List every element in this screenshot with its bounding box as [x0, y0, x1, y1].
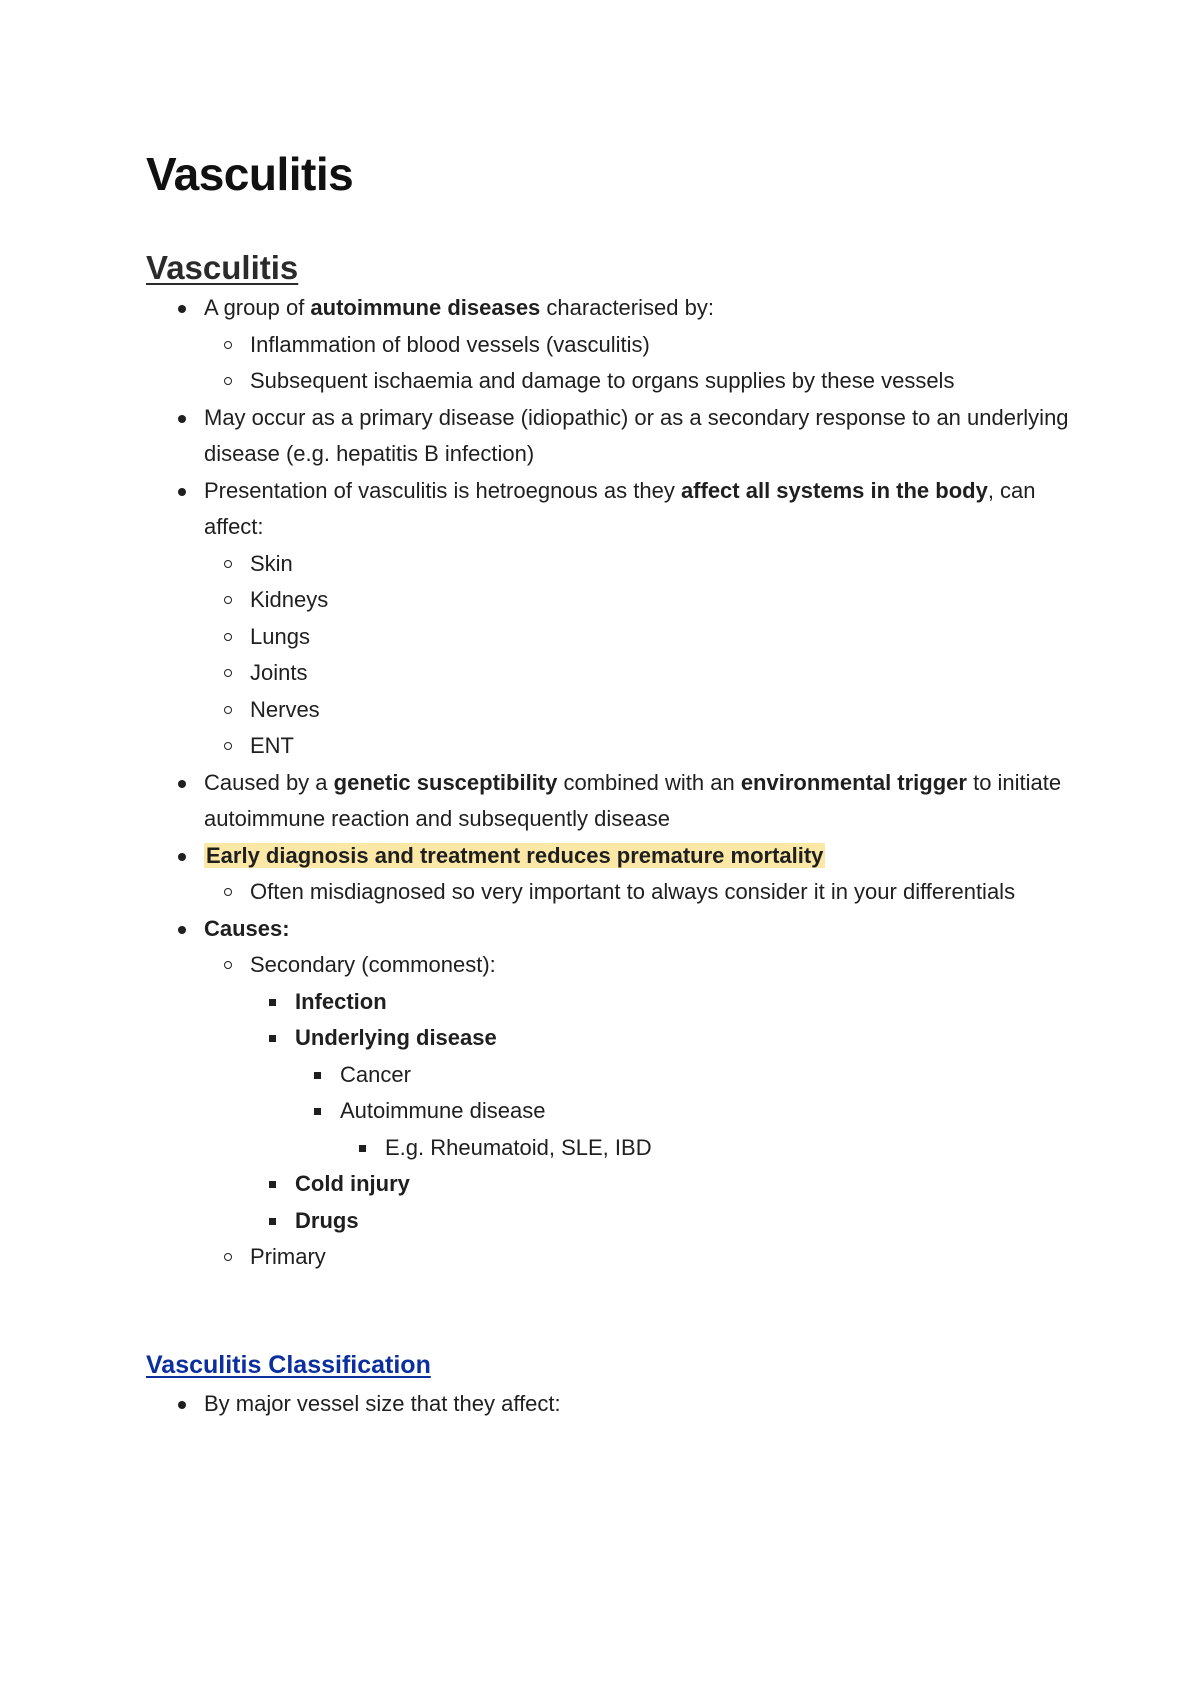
list-item — [204, 655, 1076, 692]
list-item-text: Skin — [250, 550, 293, 576]
list-item — [204, 546, 1076, 583]
list-item — [250, 1166, 1076, 1203]
bullet-icon — [178, 488, 186, 496]
hollow-bullet-icon — [224, 1253, 232, 1261]
list-item-text: Nerves — [250, 696, 320, 722]
list-item-causes — [146, 911, 1076, 1276]
square-bullet-icon — [314, 1108, 321, 1115]
square-bullet-icon — [269, 1035, 276, 1042]
square-bullet-icon — [269, 1218, 276, 1225]
bullet-icon — [178, 1401, 186, 1409]
hollow-bullet-icon — [224, 341, 232, 349]
list-item-text: combined with an — [557, 769, 741, 795]
bold-text: environmental trigger — [740, 769, 967, 795]
list-item — [204, 619, 1076, 656]
bullet-icon — [178, 780, 186, 788]
document-page — [146, 140, 1076, 1422]
hollow-bullet-icon — [224, 596, 232, 604]
sub-list — [250, 984, 1076, 1240]
list-item-text: ENT — [250, 733, 294, 758]
list-item — [295, 1093, 1076, 1166]
list-item — [340, 1130, 1076, 1167]
list-item — [250, 984, 1076, 1021]
hollow-bullet-icon — [224, 742, 232, 750]
bold-text: Causes: — [204, 915, 290, 941]
square-bullet-icon — [314, 1072, 321, 1079]
hollow-bullet-icon — [224, 560, 232, 568]
sub-list — [204, 546, 1076, 765]
bullet-icon — [178, 853, 186, 861]
list-item-text: Primary — [250, 1244, 326, 1269]
list-item — [204, 874, 1076, 911]
list-item — [295, 1057, 1076, 1094]
hollow-bullet-icon — [224, 633, 232, 641]
list-item-early-diagnosis — [146, 838, 1076, 911]
sub-list — [295, 1057, 1076, 1167]
list-item-text: May occur as a primary disease (idiopathic) or as a secondary response to an underlying disease (e.g. hepatitis B infection) — [204, 404, 1069, 466]
list-item-text: Presentation of vasculitis is hetroegnous as they — [204, 477, 681, 503]
list-item-text: Inflammation of blood vessels (vasculitis) — [250, 331, 650, 357]
bold-text: Cold injury — [295, 1171, 410, 1196]
list-item — [146, 1386, 1076, 1423]
vasculitis-bullet-list — [146, 290, 1076, 1276]
bold-text: Drugs — [295, 1207, 359, 1233]
classification-bullet-list — [146, 1386, 1076, 1423]
list-item-text: Secondary (commonest): — [250, 952, 496, 977]
list-item-autoimmune-group — [146, 290, 1076, 400]
square-bullet-icon — [269, 1181, 276, 1188]
list-item-primary — [204, 1239, 1076, 1276]
list-item-text: Kidneys — [250, 587, 329, 612]
list-item-text: E.g. Rheumatoid, SLE, IBD — [385, 1134, 652, 1160]
list-item-text: Often misdiagnosed so very important to always consider it in your differentials — [250, 879, 1016, 904]
list-item-text: Joints — [250, 660, 308, 685]
square-bullet-icon — [359, 1145, 366, 1152]
bullet-icon — [178, 415, 186, 423]
bold-text: autoimmune diseases — [310, 295, 541, 320]
list-item-text: to initiate autoimmune reaction and subsequently disease — [204, 769, 1062, 831]
list-item — [204, 363, 1076, 400]
section-heading-classification-link[interactable]: Vasculitis Classification — [146, 1350, 431, 1379]
bullet-icon — [178, 926, 186, 934]
hollow-bullet-icon — [224, 888, 232, 896]
bold-text: affect all systems in the body — [680, 477, 988, 503]
list-item-text: Caused by a — [204, 769, 334, 795]
list-item — [250, 1203, 1076, 1240]
list-item-text: , can affect: — [204, 477, 1036, 539]
list-item — [204, 327, 1076, 364]
list-item-presentation — [146, 473, 1076, 765]
bold-text: Infection — [295, 988, 387, 1014]
hollow-bullet-icon — [224, 377, 232, 385]
hollow-bullet-icon — [224, 706, 232, 714]
list-item-text: A group of — [204, 295, 311, 320]
list-item — [204, 728, 1076, 765]
sub-list — [204, 327, 1076, 400]
list-item — [250, 1020, 1076, 1166]
page-title: Vasculitis — [146, 148, 354, 200]
sub-list — [340, 1130, 1076, 1167]
list-item-text: Subsequent ischaemia and damage to organs supplies by these vessels — [250, 368, 955, 393]
list-item-secondary — [204, 947, 1076, 1239]
list-item-text: Cancer — [340, 1061, 411, 1087]
list-item-text: Lungs — [250, 623, 310, 649]
list-item-cause-genetic — [146, 765, 1076, 838]
bold-text: genetic susceptibility — [333, 769, 558, 795]
bold-text: Underlying disease — [295, 1025, 497, 1050]
highlighted-text: Early diagnosis and treatment reduces premature mortality — [206, 842, 824, 868]
list-item — [204, 692, 1076, 729]
list-item — [204, 582, 1076, 619]
list-item-text: characterised by: — [540, 295, 714, 320]
sub-list — [204, 874, 1076, 911]
list-item-primary-secondary — [146, 400, 1076, 473]
section-heading-vasculitis: Vasculitis — [146, 249, 299, 286]
square-bullet-icon — [269, 999, 276, 1006]
sub-list — [204, 947, 1076, 1276]
hollow-bullet-icon — [224, 669, 232, 677]
list-item-text: By major vessel size that they affect: — [204, 1390, 561, 1416]
list-item-text: Autoimmune disease — [340, 1098, 546, 1123]
hollow-bullet-icon — [224, 961, 232, 969]
bullet-icon — [178, 305, 186, 313]
